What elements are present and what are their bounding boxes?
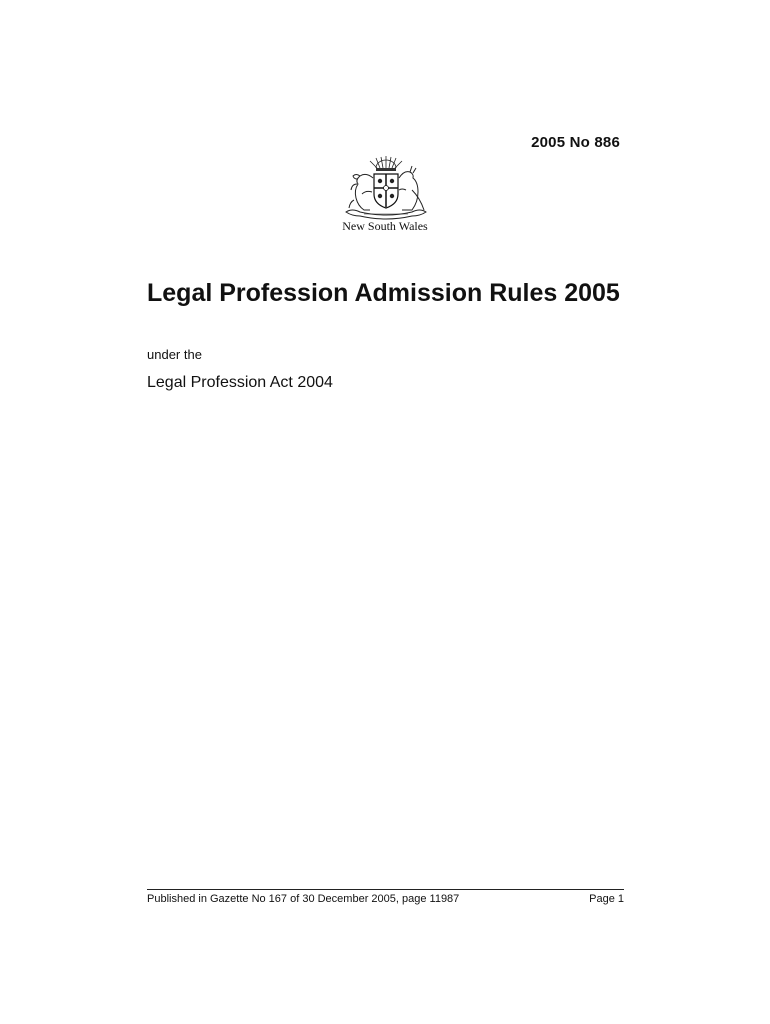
page-number: Page 1 [589,893,624,905]
motto-scroll-icon [346,210,426,219]
shield-icon [374,174,398,208]
rising-sun-icon [370,156,402,168]
lion-supporter-icon [349,174,373,210]
nsw-coat-of-arms-icon [340,154,432,220]
jurisdiction-label: New South Wales [342,219,428,233]
gazette-reference: Published in Gazette No 167 of 30 December 2005, page 11987 [147,893,460,905]
document-title: Legal Profession Admission Rules 2005 [147,279,620,307]
kangaroo-supporter-icon [399,166,424,210]
act-name: Legal Profession Act 2004 [147,374,333,391]
document-number: 2005 No 886 [531,134,620,151]
footer-divider [147,889,624,890]
under-the-label: under the [147,347,202,362]
